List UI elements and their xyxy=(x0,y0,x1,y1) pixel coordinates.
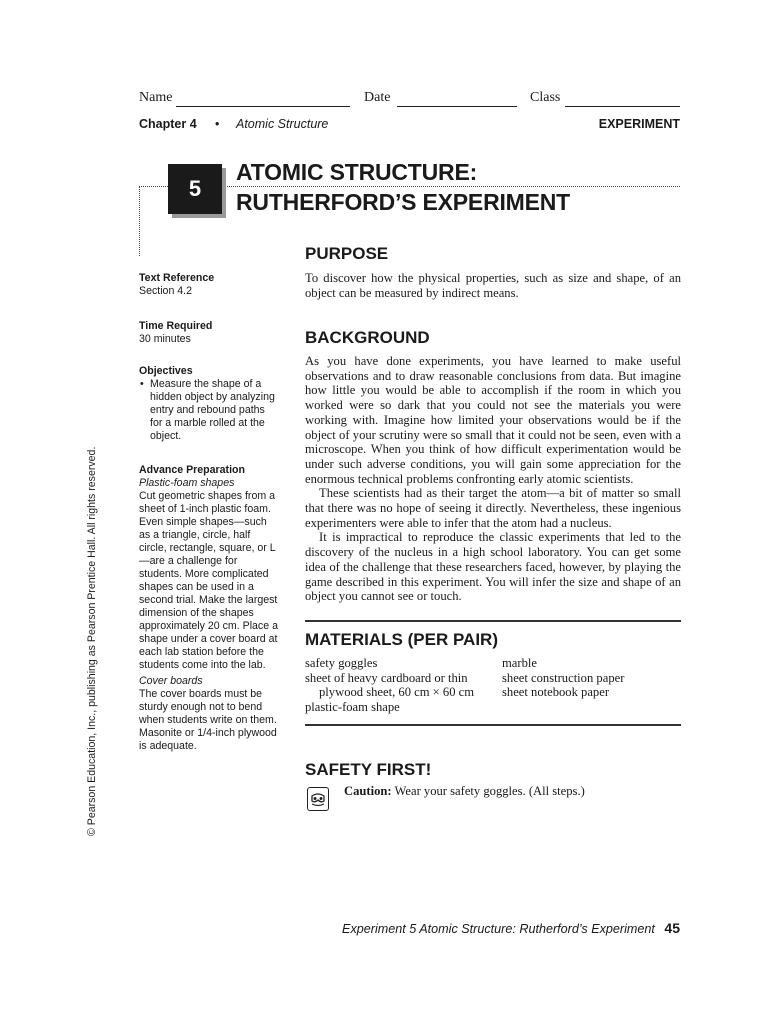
material-item: safety goggles xyxy=(305,656,378,670)
class-label: Class xyxy=(530,90,561,105)
date-line[interactable] xyxy=(397,90,517,107)
chapter-row xyxy=(139,117,680,131)
background-text xyxy=(305,354,681,604)
text-reference-heading: Text Reference xyxy=(139,272,215,284)
chapter-topic: Atomic Structure xyxy=(236,117,329,131)
copyright-notice: © Pearson Education, Inc., publishing as Pearson Prentice Hall. All rights reserved. xyxy=(86,446,98,836)
material-item: plastic-foam shape xyxy=(305,700,400,715)
running-title: Experiment 5 Atomic Structure: Rutherford’s Experiment xyxy=(342,922,655,936)
cover-text: The cover boards must be sturdy enough not to bend when students write on them. Masonite or 1/4-inch plywood is adequate. xyxy=(139,688,277,752)
purpose-text xyxy=(305,271,681,300)
cover-subheading: Cover boards xyxy=(139,675,203,687)
material-item: sheet notebook paper xyxy=(502,685,610,700)
time-required-value: 30 minutes xyxy=(139,333,191,345)
class-line[interactable] xyxy=(565,90,680,107)
title-line-1: ATOMIC STRUCTURE: xyxy=(236,159,478,185)
document-type: EXPERIMENT xyxy=(598,117,680,131)
name-line[interactable] xyxy=(176,90,350,107)
sidebar xyxy=(139,272,279,753)
background-paragraph-1: As you have done experiments, you have learned to make useful observations and to draw reasonable conclusions from data. But imagine how little you would be able to accomplish if the room in which you worked were so dark that you could not see the materials you were working with. Imagine how limited your observations would be if the object of your scrutiny were so small that it could not be seen, even with a microscope. When you think of how difficult experimentation would be under such adverse conditions, you will gain some appreciation for the enormous technical problems confronting early atomic scientists. xyxy=(305,354,681,486)
safety-goggles-icon xyxy=(307,787,329,811)
safety-heading: SAFETY FIRST! xyxy=(305,760,432,779)
caution-text: Wear your safety goggles. (All steps.) xyxy=(394,784,585,798)
material-item: sheet of heavy cardboard or thin xyxy=(305,670,468,685)
materials-column-2 xyxy=(502,656,682,700)
objective-item: • Measure the shape of a hidden object by analyzing entry and rebound paths for a marble rolled at the object. xyxy=(150,378,279,443)
title-line-2: RUTHERFORD’S EXPERIMENT xyxy=(236,189,571,215)
page-footer xyxy=(342,920,680,936)
caution-label: Caution: xyxy=(344,784,392,798)
advance-preparation-heading: Advance Preparation xyxy=(139,464,245,476)
background-paragraph-2: These scientists had as their target the atom—a bit of matter so small that there was no hope of seeing it directly. Nevertheless, these ingenious experimenters were able to infer that the atom had a nucleus. xyxy=(305,486,681,530)
page-number: 45 xyxy=(664,920,680,936)
foam-text: Cut geometric shapes from a sheet of 1-inch plastic foam. Even simple shapes—such as a triangle, circle, half circle, rectangle, square, or L—are a challenge for students. More complicated shapes can be used in a second trial. Make the largest dimension of the shapes approximately 20 cm. Place a shape under a cover board at each lab station before the students come into the lab. xyxy=(139,490,278,671)
materials-bottom-rule xyxy=(305,724,681,726)
objectives-heading: Objectives xyxy=(139,365,193,377)
name-label: Name xyxy=(139,90,173,105)
background-heading: BACKGROUND xyxy=(305,328,430,347)
objectives-list xyxy=(139,378,279,443)
chapter-bullet: • xyxy=(215,117,220,131)
materials-heading: MATERIALS (PER PAIR) xyxy=(305,630,498,649)
dotted-divider-vertical xyxy=(139,186,140,256)
background-paragraph-3: It is impractical to reproduce the classic experiments that led to the discovery of the nucleus in a high school laboratory. You can get some idea of the challenge that these researchers faced, however, by playing the game described in this experiment. You will infer the size and shape of an object you cannot see or touch. xyxy=(305,530,681,604)
foam-subheading: Plastic-foam shapes xyxy=(139,477,235,489)
experiment-number-badge: 5 xyxy=(168,164,222,214)
purpose-heading: PURPOSE xyxy=(305,244,389,263)
time-required-heading: Time Required xyxy=(139,320,213,332)
caution-line xyxy=(344,784,585,799)
materials-column-1 xyxy=(305,656,495,715)
purpose-paragraph: To discover how the physical properties, such as size and shape, of an object can be measured by indirect means. xyxy=(305,271,681,300)
date-label: Date xyxy=(364,90,391,105)
chapter-label: Chapter 4 xyxy=(139,117,197,131)
materials-top-rule xyxy=(305,620,681,622)
material-item: plywood sheet, 60 cm × 60 cm xyxy=(319,685,475,700)
material-item: marble xyxy=(502,656,537,670)
text-reference-value: Section 4.2 xyxy=(139,285,193,297)
material-item: sheet construction paper xyxy=(502,670,625,685)
